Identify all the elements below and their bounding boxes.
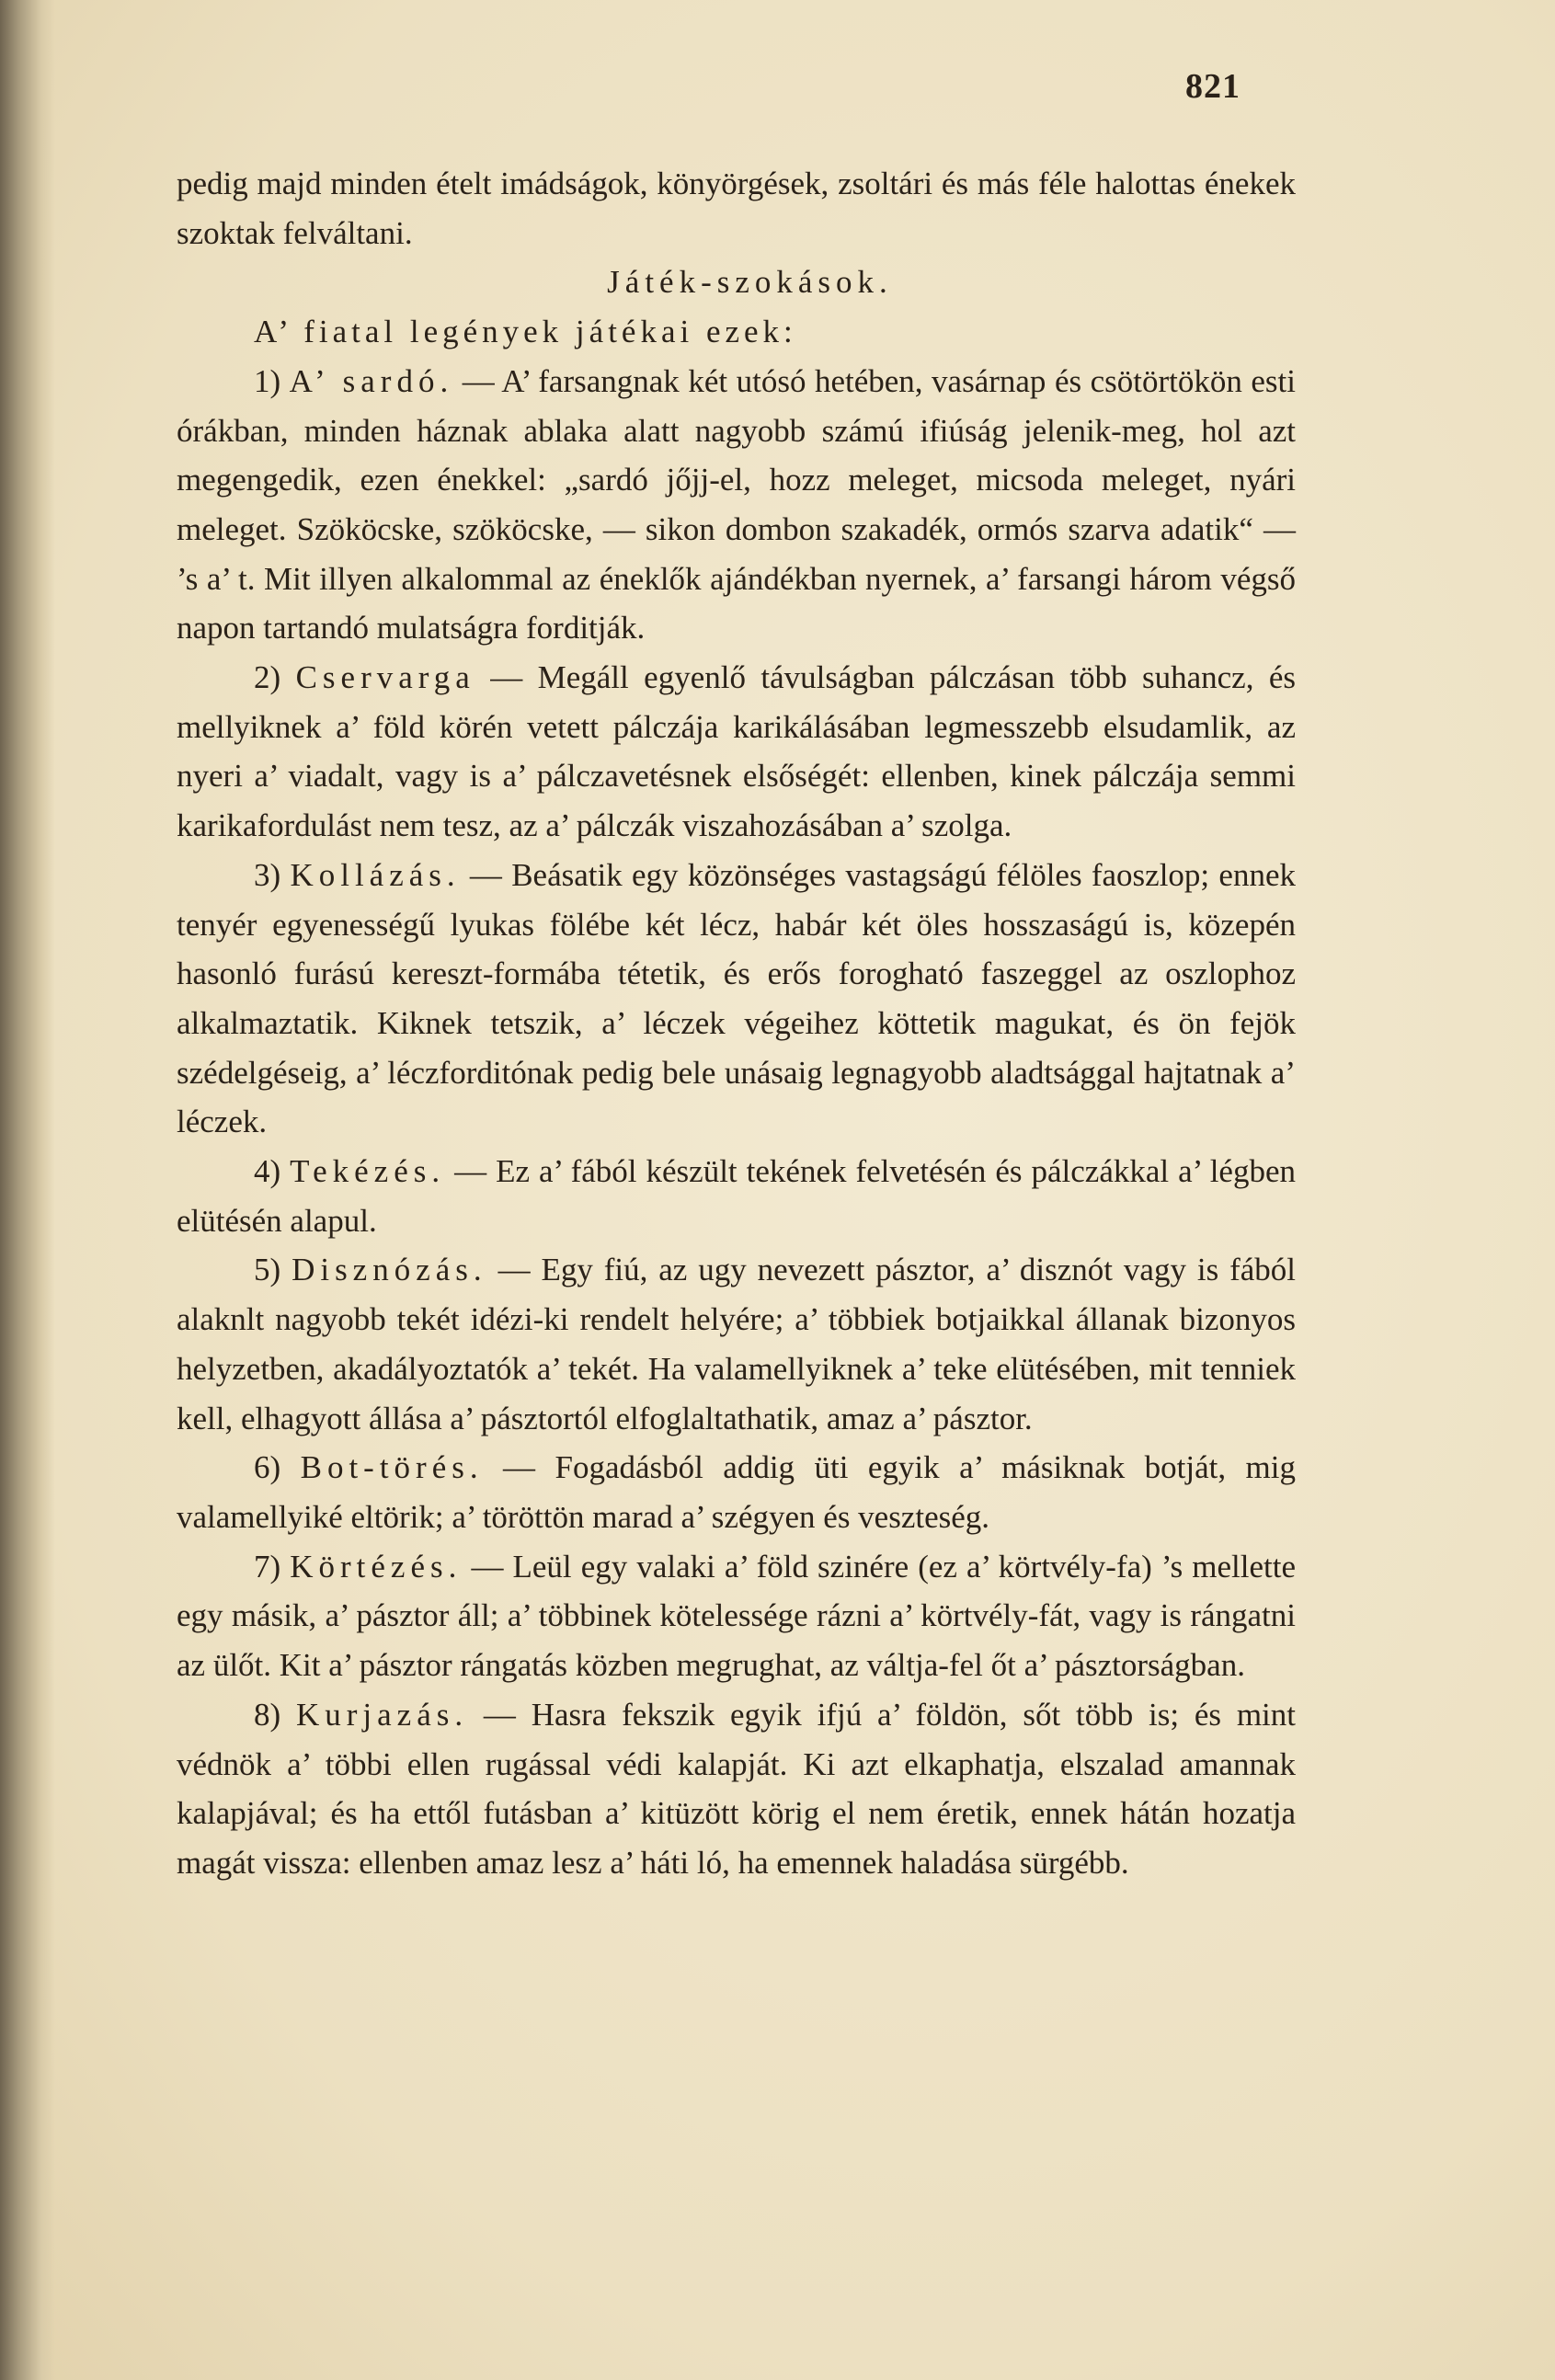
opening-paragraph: pedig majd minden ételt imádságok, könyörgések, zsoltári és más féle halottas énekek szoktak felváltani. bbox=[177, 166, 1296, 251]
game-text: — Hasra fekszik egyik ifjú a’ földön, sőt több is; és mint védnök a’ többi ellen rugással védi kalapját. Ki azt elkaphatja, elszalad amannak kalapjával; és ha ettől futásban a’ kitüzött körig el nem éretik, ennek hátán hozatja magát vissza: ellenben amaz lesz a’ háti ló, ha emennek haladása sürgébb. bbox=[177, 1696, 1297, 1881]
game-number: 7) bbox=[254, 1548, 281, 1585]
game-name: Kurjazás. bbox=[295, 1696, 469, 1733]
game-text: — A’ farsangnak két utósó hetében, vasárnap és csötörtökön esti órákban, minden háznak ablaka alatt nagyobb számú ifiúság jelenik-meg, hol azt megengedik, ezen énekkel: „sardó jőjj-el, hozz meleget, micsoda meleget, nyári meleget. Szököcske, szököcske, — sikon dombon szakadék, ormós szarva adatik“ — ’s a’ t. Mit illyen alkalommal az éneklők ajándékban nyernek, a’ farsangi három végső napon tartandó mulatságra forditják. bbox=[177, 362, 1296, 646]
game-item-7 bbox=[177, 1542, 1296, 1690]
game-name: Bot-törés. bbox=[300, 1449, 484, 1486]
game-name: Cservarga bbox=[295, 659, 475, 696]
game-text: — Ez a’ fából készült tekének felvetésén és pálczákkal a’ légben elütésén alapul. bbox=[177, 1153, 1296, 1239]
game-number: 2) bbox=[254, 659, 281, 696]
binding-gutter bbox=[0, 0, 55, 2380]
section-heading bbox=[177, 257, 1296, 307]
game-text: — Leül egy valaki a’ föld szinére (ez a’ körtvély-fa) ’s mellette egy másik, a’ pásztor áll; a’ többinek kötelessége rázni a’ körtvély-fát, vagy is rángatni az ülőt. Kit a’ pásztor rángatás közben megrughat, az váltja-fel őt a’ pásztorságban. bbox=[177, 1548, 1297, 1684]
game-name: Kollázás. bbox=[290, 856, 461, 893]
game-item-1 bbox=[177, 357, 1296, 653]
game-item-2 bbox=[177, 653, 1296, 851]
game-number: 1) bbox=[254, 362, 281, 399]
game-name: Körtézés. bbox=[290, 1548, 463, 1585]
game-text: — Beásatik egy közönséges vastagságú félöles faoszlop; ennek tenyér egyenességű lyukas fölébe két lécz, habár két öles hosszaságú is, közepén hasonló furású kereszt-formába tétetik, és erős forogható faszeggel az oszlophoz alkalmaztatik. Kiknek tetszik, a’ léczek végeihez köttetik magukat, és ön fejök szédelgéseig, a’ léczforditónak pedig bele unásaig legnagyobb aladtsággal hajtatnak a’ léczek. bbox=[177, 856, 1297, 1140]
game-name: Disznózás. bbox=[292, 1252, 487, 1288]
game-item-8 bbox=[177, 1690, 1296, 1888]
subheading bbox=[177, 307, 1296, 357]
section-heading-text: Játék-szokások. bbox=[607, 264, 893, 301]
game-text: — Megáll egyenlő távulságban pálczásan több suhancz, és mellyiknek a’ föld körén vetett pálczája karikálásában legmesszebb elsudamlik, az nyeri a’ viadalt, vagy is a’ pálczavetésnek elsőségét: ellenben, kinek pálczája semmi karikafordulást nem tesz, az a’ pálczák viszahozásában a’ szolga. bbox=[177, 659, 1297, 844]
subheading-text: A’ fiatal legények játékai ezek: bbox=[254, 314, 797, 350]
game-item-5 bbox=[177, 1245, 1296, 1443]
game-number: 3) bbox=[254, 856, 281, 893]
game-item-6 bbox=[177, 1443, 1296, 1541]
game-name: A’ sardó. bbox=[289, 362, 454, 399]
game-text: — Fogadásból addig üti egyik a’ másiknak botját, mig valamellyiké eltörik; a’ töröttön marad a’ szégyen és veszteség. bbox=[177, 1449, 1297, 1535]
game-number: 8) bbox=[254, 1696, 281, 1733]
game-number: 6) bbox=[254, 1449, 281, 1486]
game-text: — Egy fiú, az ugy nevezett pásztor, a’ disznót vagy is fából alaknlt nagyobb tekét idézi-ki rendelt helyére; a’ többiek botjaikkal állanak bizonyos helyzetben, akadályoztatók a’ tekét. Ha valamellyiknek a’ teke elütésében, mit tenniek kell, elhagyott állása a’ pásztortól elfoglaltathatik, amaz a’ pásztor. bbox=[177, 1252, 1297, 1436]
page-body bbox=[177, 159, 1296, 1888]
page-number: 821 bbox=[1185, 67, 1241, 106]
game-number: 5) bbox=[254, 1252, 281, 1288]
game-name: Tekézés. bbox=[290, 1153, 446, 1190]
game-item-3 bbox=[177, 851, 1296, 1147]
game-number: 4) bbox=[254, 1153, 281, 1190]
game-item-4 bbox=[177, 1147, 1296, 1245]
